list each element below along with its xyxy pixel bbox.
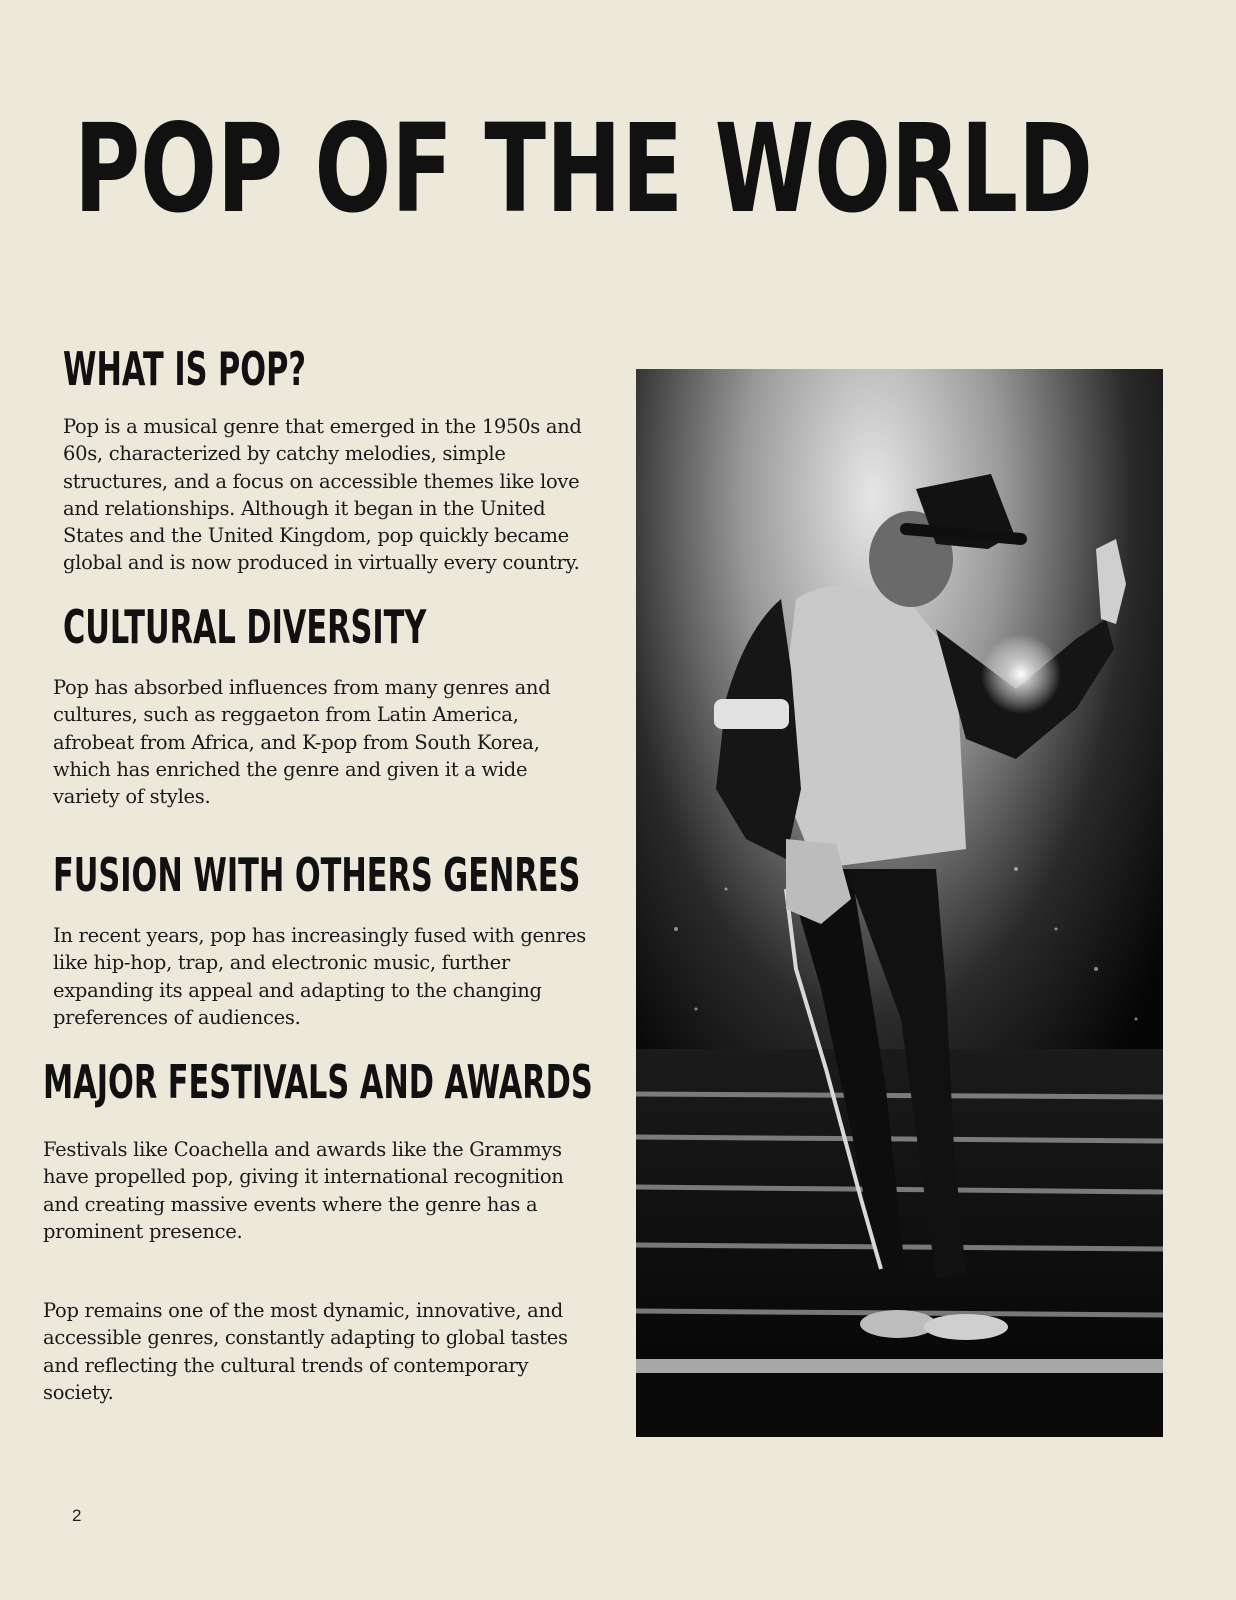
body-line: 60s, characterized by catchy melodies, simple — [63, 442, 506, 466]
section-body-major-festivals-and-awards — [43, 1136, 564, 1245]
performer-photo — [636, 369, 1163, 1437]
body-line: preferences of audiences. — [53, 1005, 301, 1029]
section-body-what-is-pop — [63, 413, 582, 577]
body-line: have propelled pop, giving it international recognition — [43, 1165, 564, 1189]
body-line: prominent presence. — [43, 1219, 243, 1243]
body-line: Pop is a musical genre that emerged in the 1950s and — [63, 415, 582, 438]
body-line: which has enriched the genre and given it a wide — [53, 757, 528, 781]
body-line: structures, and a focus on accessible themes like love — [63, 469, 580, 493]
body-line: and reflecting the cultural trends of contemporary — [43, 1353, 529, 1377]
closing-paragraph — [43, 1297, 568, 1406]
section-heading-what-is-pop: WHAT IS POP? — [63, 342, 306, 396]
section-heading-major-festivals-and-awards: MAJOR FESTIVALS AND AWARDS — [43, 1055, 593, 1109]
body-line: variety of styles. — [53, 785, 211, 809]
page-number: 2 — [72, 1506, 82, 1525]
section-heading-cultural-diversity: CULTURAL DIVERSITY — [63, 600, 427, 654]
body-line: afrobeat from Africa, and K-pop from South Korea, — [53, 730, 540, 754]
section-body-fusion-with-others-genres — [53, 922, 586, 1031]
body-line: and creating massive events where the genre has a — [43, 1192, 538, 1216]
section-heading-fusion-with-others-genres: FUSION WITH OTHERS GENRES — [53, 848, 581, 902]
body-line: cultures, such as reggaeton from Latin America, — [53, 703, 519, 727]
body-line: and relationships. Although it began in the United — [63, 496, 546, 520]
body-line: accessible genres, constantly adapting to global tastes — [43, 1326, 568, 1350]
body-line: Pop remains one of the most dynamic, innovative, and — [43, 1299, 563, 1322]
section-body-cultural-diversity — [53, 674, 550, 810]
body-line: In recent years, pop has increasingly fused with genres — [53, 924, 586, 947]
body-line: Festivals like Coachella and awards like the Grammys — [43, 1138, 562, 1161]
body-line: global and is now produced in virtually every country. — [63, 551, 580, 575]
body-line: States and the United Kingdom, pop quickly became — [63, 524, 569, 548]
body-line: like hip-hop, trap, and electronic music, further — [53, 951, 510, 975]
body-line: Pop has absorbed influences from many genres and — [53, 676, 551, 699]
body-line: society. — [43, 1380, 114, 1404]
body-line: expanding its appeal and adapting to the changing — [53, 978, 542, 1002]
page-title: POP OF THE WORLD — [74, 98, 1093, 240]
